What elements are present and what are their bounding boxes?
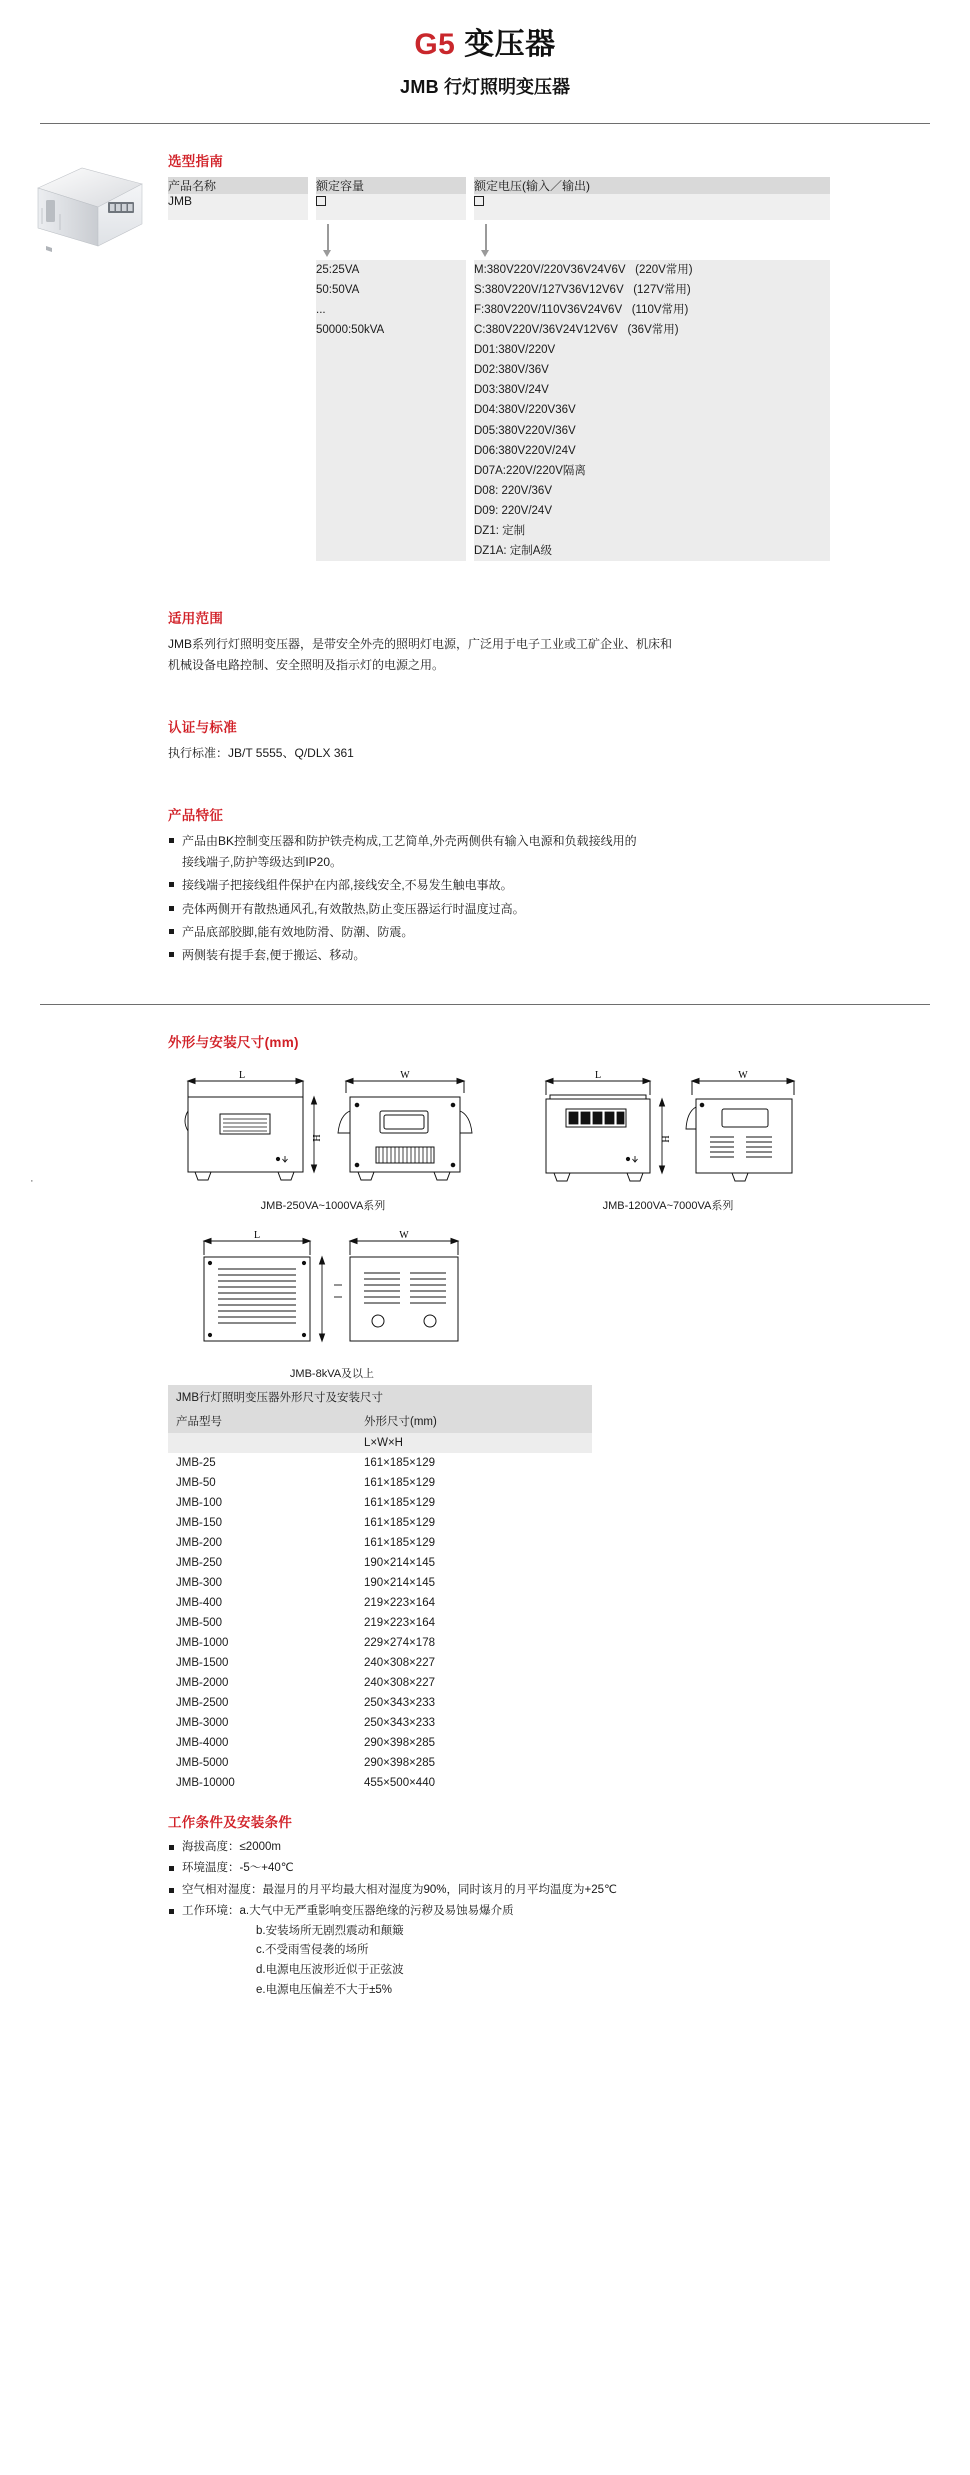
dimension-table	[168, 1385, 592, 1793]
drawing-caption-2: JMB-1200VA~7000VA系列	[602, 1199, 734, 1212]
dimensions-section	[168, 1031, 830, 1793]
subtitle-text: 行灯照明变压器	[443, 76, 570, 97]
voltage-option: M:380V220V/220V36V24V6V (220V常用)	[474, 263, 693, 276]
cell-size: 219×223×164	[356, 1613, 592, 1633]
cell-size: 290×398×285	[356, 1733, 592, 1753]
cell-size: 290×398×285	[356, 1753, 592, 1773]
cell-size: 455×500×440	[356, 1773, 592, 1793]
cell-model: JMB-2000	[168, 1673, 356, 1693]
condition-subitem: c.不受雨雪侵袭的场所	[256, 1944, 369, 1957]
table-arrow-row	[168, 220, 830, 260]
condition-item: 环境温度：-5～+40℃	[168, 1859, 830, 1879]
table-row	[168, 1513, 592, 1533]
capacity-option: ...	[316, 303, 326, 316]
cell-model: JMB-4000	[168, 1733, 356, 1753]
standards-heading: 认证与标准	[168, 720, 237, 736]
scope-paragraph	[168, 634, 830, 676]
scope-line-1: JMB系列行灯照明变压器，是带安全外壳的照明灯电源，广泛用于电子工业或工矿企业、机床和	[168, 637, 673, 652]
dimension-label-H: H	[661, 1135, 672, 1143]
scope-line-2: 机械设备电路控制、安全照明及指示灯的电源之用。	[168, 658, 445, 673]
table-row	[168, 1673, 592, 1693]
feature-item: 接线端子把接线组件保护在内部,接线安全,不易发生触电事故。	[168, 875, 830, 895]
arrow-down-icon	[485, 224, 487, 250]
capacity-option: 50:50VA	[316, 283, 360, 296]
drawing-jmb-250-1000	[168, 1067, 478, 1187]
conditions-section	[168, 1811, 830, 2000]
cell-model: JMB-2500	[168, 1693, 356, 1713]
value-product-name: JMB	[168, 194, 308, 220]
condition-text: 工作环境：a.大气中无严重影响变压器绝缘的污秽及易蚀易爆介质	[182, 1905, 514, 1918]
cell-model: JMB-300	[168, 1573, 356, 1593]
voltage-option: F:380V220V/110V36V24V6V (110V常用)	[474, 303, 689, 316]
cell-size: 250×343×233	[356, 1693, 592, 1713]
cell-size: 161×185×129	[356, 1473, 592, 1493]
voltage-option: D03:380V/24V	[474, 384, 549, 397]
product-photo	[30, 162, 148, 254]
conditions-list	[168, 1838, 830, 2000]
drawing-group-small	[168, 1067, 478, 1213]
cell-model: JMB-3000	[168, 1713, 356, 1733]
table-row	[168, 1753, 592, 1773]
table-row	[168, 1713, 592, 1733]
arrow-down-icon	[327, 224, 329, 250]
feature-item: 两侧装有提手套,便于搬运、移动。	[168, 945, 830, 965]
cell-model: JMB-150	[168, 1513, 356, 1533]
cell-model: JMB-1000	[168, 1633, 356, 1653]
dimension-table-title-row	[168, 1385, 592, 1409]
value-capacity-placeholder	[316, 194, 466, 220]
section-divider	[40, 1004, 930, 1005]
selection-guide-section	[0, 124, 970, 562]
table-row	[168, 1493, 592, 1513]
column-header-product-name: 产品名称	[168, 177, 308, 194]
standards-text: 执行标准：JB/T 5555、Q/DLX 361	[168, 746, 354, 761]
table-header-row	[168, 177, 830, 194]
table-row	[168, 1553, 592, 1573]
capacity-options-list	[316, 260, 466, 562]
table-row	[168, 1633, 592, 1653]
dimension-label-W: W	[738, 1069, 748, 1081]
dimension-table-header-row	[168, 1409, 592, 1433]
dimension-label-H: H	[312, 1134, 323, 1142]
down-arrow-voltage	[474, 220, 830, 260]
dimension-label-L: L	[238, 1069, 246, 1081]
cell-size: 190×214×145	[356, 1573, 592, 1593]
scope-heading: 适用范围	[168, 611, 224, 627]
table-row	[168, 1453, 592, 1473]
voltage-option: C:380V220V/36V24V12V6V (36V常用)	[474, 323, 679, 336]
selection-guide-heading: 选型指南	[168, 153, 224, 169]
table-row	[168, 1653, 592, 1673]
scope-section	[168, 607, 830, 676]
voltage-option: D07A:220V/220V隔离	[474, 464, 586, 477]
table-row	[168, 1773, 592, 1793]
cell-size: 161×185×129	[356, 1493, 592, 1513]
condition-item: 海拔高度：≤2000m	[168, 1838, 830, 1858]
voltage-option: D06:380V220V/24V	[474, 444, 576, 457]
cell-size: 250×343×233	[356, 1713, 592, 1733]
page-header	[0, 0, 970, 99]
table-options-row	[168, 260, 830, 562]
cell-model: JMB-50	[168, 1473, 356, 1493]
voltage-options-list	[474, 260, 830, 562]
feature-item: 壳体两侧开有散热通风孔,有效散热,防止变压器运行时温度过高。	[168, 899, 830, 919]
column-header-size: 外形尺寸(mm)	[356, 1409, 592, 1433]
conditions-heading: 工作条件及安装条件	[168, 1814, 293, 1830]
voltage-option: D08: 220V/36V	[474, 484, 553, 497]
column-header-rated-voltage: 额定电压(输入／输出)	[474, 177, 830, 194]
drawing-group-large	[182, 1225, 482, 1381]
dimension-label-L: L	[253, 1229, 261, 1241]
condition-subitem: b.安装场所无剧烈震动和颠簸	[256, 1924, 404, 1937]
cell-size: 240×308×227	[356, 1673, 592, 1693]
capacity-option: 25:25VA	[316, 263, 360, 276]
drawing-row-1	[168, 1067, 830, 1213]
voltage-option: D09: 220V/24V	[474, 505, 553, 517]
drawing-row-2	[182, 1225, 830, 1381]
checkbox-square-icon	[316, 196, 326, 206]
voltage-option: D05:380V220V/36V	[474, 424, 576, 437]
cell-size: 161×185×129	[356, 1453, 592, 1473]
title-series-code: G5	[414, 28, 456, 61]
options-spacer	[168, 260, 308, 562]
table-row	[168, 1473, 592, 1493]
dimension-table-title: JMB行灯照明变压器外形尺寸及安装尺寸	[168, 1385, 592, 1409]
cell-model: JMB-10000	[168, 1773, 356, 1793]
table-row	[168, 1593, 592, 1613]
cell-size: 240×308×227	[356, 1653, 592, 1673]
features-list	[168, 831, 830, 965]
table-row	[168, 1613, 592, 1633]
title-product-cn: 变压器	[464, 28, 556, 61]
selection-guide-table	[168, 177, 830, 562]
dimension-table-subheader-row	[168, 1433, 592, 1453]
column-header-model: 产品型号	[168, 1409, 356, 1433]
voltage-option: DZ1A: 定制A级	[474, 545, 552, 558]
table-row	[168, 1533, 592, 1553]
drawing-jmb-8kva-plus	[182, 1225, 482, 1355]
cell-model: JMB-200	[168, 1533, 356, 1553]
condition-subitem: d.电源电压波形近似于正弦波	[256, 1964, 404, 1976]
subheader-blank	[168, 1433, 356, 1453]
dimension-label-W: W	[400, 1069, 410, 1081]
drawing-group-medium	[532, 1067, 804, 1213]
column-header-rated-capacity: 额定容量	[316, 177, 466, 194]
standards-section	[168, 716, 830, 764]
feature-item: 产品底部胶脚,能有效地防滑、防潮、防震。	[168, 922, 830, 942]
cell-size: 219×223×164	[356, 1593, 592, 1613]
dimension-label-W: W	[399, 1229, 409, 1241]
table-value-row	[168, 194, 830, 220]
voltage-option: D04:380V/220V36V	[474, 404, 576, 417]
features-section	[168, 804, 830, 965]
cell-model: JMB-1500	[168, 1653, 356, 1673]
feature-text: 产品由BK控制变压器和防护铁壳构成,工艺简单,外壳两侧供有输入电源和负载接线用的	[182, 834, 637, 849]
table-row	[168, 1573, 592, 1593]
subtitle-model: JMB	[400, 76, 439, 97]
value-voltage-placeholder	[474, 194, 830, 220]
feature-item	[168, 831, 830, 872]
page-tick-mark: ·	[30, 1175, 34, 1187]
page-subtitle	[0, 73, 970, 99]
cell-size: 161×185×129	[356, 1513, 592, 1533]
page-title	[0, 26, 970, 64]
cell-model: JMB-500	[168, 1613, 356, 1633]
cell-model: JMB-400	[168, 1593, 356, 1613]
cell-model: JMB-25	[168, 1453, 356, 1473]
arrow-spacer	[168, 220, 308, 260]
voltage-option: D01:380V/220V	[474, 344, 556, 356]
cell-model: JMB-250	[168, 1553, 356, 1573]
dimensions-heading: 外形与安装尺寸(mm)	[168, 1034, 299, 1050]
drawing-jmb-1200-7000	[532, 1067, 804, 1187]
cell-model: JMB-100	[168, 1493, 356, 1513]
drawing-caption-3: JMB-8kVA及以上	[289, 1367, 375, 1380]
voltage-option: S:380V220V/127V36V12V6V (127V常用)	[474, 283, 691, 296]
features-heading: 产品特征	[168, 808, 224, 824]
condition-sublist	[182, 1922, 830, 2000]
condition-item	[168, 1902, 830, 2000]
down-arrow-capacity	[316, 220, 466, 260]
dimension-label-L: L	[594, 1069, 602, 1081]
table-row	[168, 1733, 592, 1753]
voltage-option: DZ1: 定制	[474, 525, 526, 538]
cell-size: 229×274×178	[356, 1633, 592, 1653]
condition-item: 空气相对湿度：最湿月的月平均最大相对湿度为90%，同时该月的月平均温度为+25℃	[168, 1881, 830, 1901]
capacity-option: 50000:50kVA	[316, 323, 385, 336]
checkbox-square-icon	[474, 196, 484, 206]
voltage-option: D02:380V/36V	[474, 364, 549, 377]
drawing-caption-1: JMB-250VA~1000VA系列	[260, 1199, 386, 1212]
subheader-lwh: L×W×H	[356, 1433, 592, 1453]
cell-size: 161×185×129	[356, 1533, 592, 1553]
feature-text-cont: 接线端子,防护等级达到IP20。	[182, 854, 343, 869]
cell-model: JMB-5000	[168, 1753, 356, 1773]
condition-subitem: e.电源电压偏差不大于±5%	[256, 1983, 393, 1996]
cell-size: 190×214×145	[356, 1553, 592, 1573]
table-row	[168, 1693, 592, 1713]
